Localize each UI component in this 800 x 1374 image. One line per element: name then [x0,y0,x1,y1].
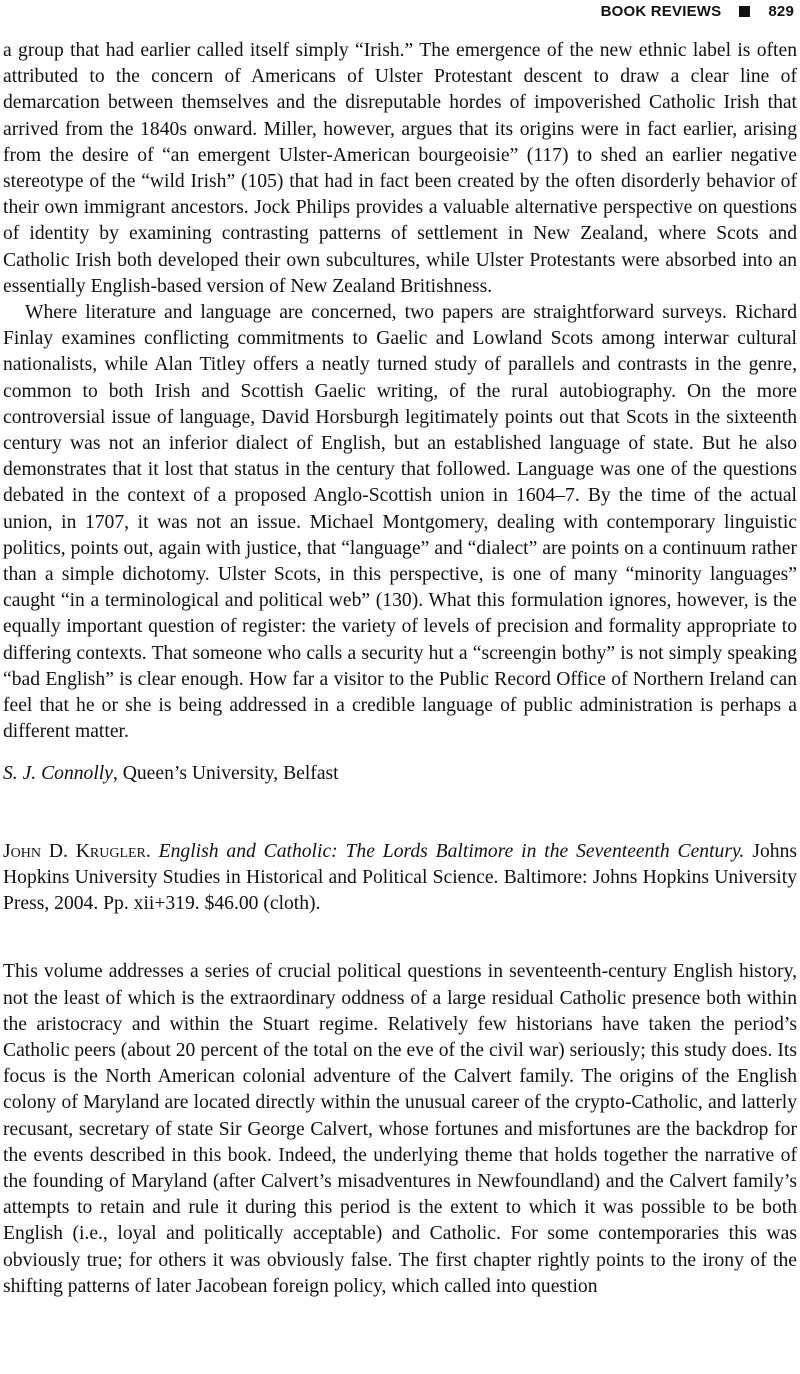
review1-paragraph-2: Where literature and language are concerned, two papers are straightforward surveys. Richard Finlay examines conflicting commitments to Gaelic and Lowland Scots among interwar cultural nationalists, while Alan Titley offers a neatly turned study of parallels and contrasts in the genre, common to both Irish and Scottish Gaelic writing, of the rural autobiography. On the more controversial issue of language, David Horsburgh legitimately points out that Scots in the sixteenth century was not an inferior dialect of English, but an established language of state. But he also demonstrates that it lost that status in the century that followed. Language was one of the questions debated in the context of a proposed Anglo-Scottish union in 1604–7. By the time of the actual union, in 1707, it was not an issue. Michael Montgomery, dealing with contemporary linguistic politics, points out, again with justice, that “language” and “dialect” are points on a continuum rather than a simple dichotomy. Ulster Scots, in this perspective, is one of many “minority languages” caught “in a terminological and political web” (130). What this formulation ignores, however, is the equally important question of register: the variety of levels of precision and formality appropriate to differing contexts. That someone who calls a security hut a “screengin bothy” is not simply speaking “bad English” is clear enough. How far a visitor to the Public Record Office of Northern Ireland can feel that he or she is being addressed in a credible language of public administration is perhaps a different matter. [3,302,797,743]
separator-square-icon [739,6,750,17]
page-body [3,38,797,1300]
review1-paragraph-1: a group that had earlier called itself simply “Irish.” The emergence of the new ethnic label is often attributed to the concern of Americans of Ulster Protestant descent to draw a clear line of demarcation between themselves and the disreputable hordes of impoverished Catholic Irish that arrived from the 1840s onward. Miller, however, argues that its origins were in fact earlier, arising from the desire of “an emergent Ulster-American bourgeoisie” (117) to shed an earlier negative stereotype of the “wild Irish” (105) that had in fact been created by the often disorderly behavior of their own immigrant ancestors. Jock Philips provides a valuable alternative perspective on questions of identity by examining contrasting patterns of settlement in New Zealand, where Scots and Catholic Irish both developed their own subcultures, while Ulster Protestants were absorbed into an essentially English-based version of New Zealand Britishness. [3,40,797,297]
page-number: 829 [768,2,794,20]
reviewer-signature [3,761,797,787]
running-header [601,0,794,22]
reviewer-affiliation: , Queen’s University, Belfast [112,763,339,785]
book-publication: Johns Hopkins University Studies in Historical and Political Science. Baltimore: Johns Hopkins University Press, 2004. Pp. xii+319. $46.00 (cloth). [3,840,797,915]
section-title: BOOK REVIEWS [600,2,722,20]
book-title: English and Catholic: The Lords Baltimore in the Seventeenth Century. [158,840,745,862]
review2-paragraph-1: This volume addresses a series of crucial political questions in seventeenth-century English history, not the least of which is the extraordinary oddness of a large residual Catholic presence both within the aristocracy and within the Stuart regime. Relatively few historians have taken the period’s Catholic peers (about 20 percent of the total on the eve of the civil war) seriously; this study does. Its focus is the North American colonial adventure of the Calvert family. The origins of the English colony of Maryland are located directly within the unusual career of the crypto-Catholic, and latterly recusant, secretary of state Sir George Calvert, whose fortunes and misfortunes are the backdrop for the events described in this book. Indeed, the underlying theme that holds together the narrative of the founding of Maryland (after Calvert’s misadventures in Newfoundland) and the Calvert family’s attempts to retain and rule it during this period is the extent to which it was possible to be both English (i.e., loyal and politically acceptable) and Catholic. For some contemporaries this was obviously true; for others it was obviously false. The first chapter rightly points to the irony of the shifting patterns of later Jacobean foreign policy, which called into question [3,961,797,1297]
reviewer-name: S. J. Connolly [3,763,113,785]
book-author: John D. Krugler [3,840,146,862]
review2-citation: John D. Krugler. English and Catholic: The Lords Baltimore in the Seventeenth Century. Johns Hopkins University Studies in Historical and Political Science. Baltimore: Johns Hopkins University Press, 2004. Pp. xii+319. $46.00 (cloth). [3,840,797,915]
